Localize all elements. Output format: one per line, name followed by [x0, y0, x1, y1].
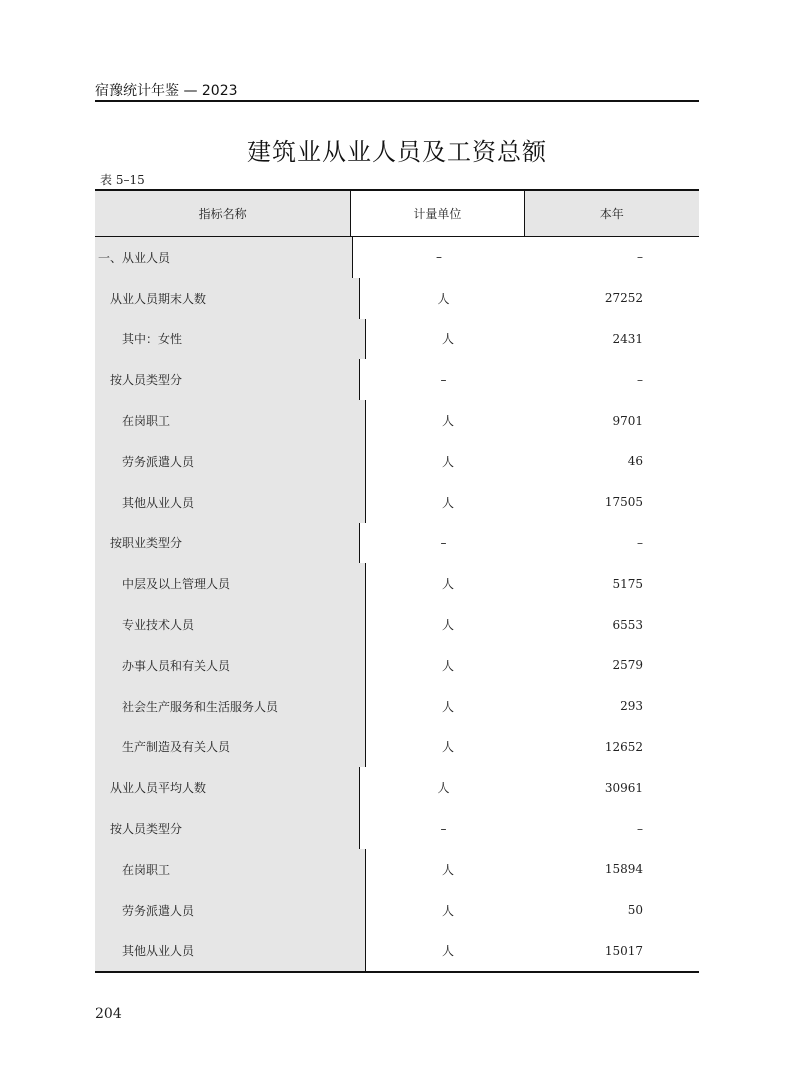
table-row — [95, 808, 699, 849]
unit-cell: 人 — [441, 618, 454, 633]
table-row — [95, 849, 699, 890]
table-row — [95, 931, 699, 972]
column-header-indicator: 指标名称 — [95, 191, 351, 236]
indicator-name: 其他从业人员 — [95, 931, 366, 972]
statistics-table — [95, 189, 699, 973]
indicator-name: 生产制造及有关人员 — [95, 727, 366, 768]
unit-cell: 人 — [441, 944, 454, 959]
table-row — [95, 359, 699, 400]
value-cell: 50 — [627, 903, 643, 918]
unit-cell: 人 — [437, 291, 450, 306]
table-row — [95, 890, 699, 931]
value-cell: 2431 — [612, 331, 643, 346]
value-cell: 2579 — [612, 658, 643, 673]
unit-cell: 人 — [441, 699, 454, 714]
value-cell: 12652 — [604, 739, 643, 754]
value-cell: 30961 — [604, 780, 644, 795]
value-cell: 27252 — [604, 291, 644, 306]
table-row — [95, 400, 699, 441]
indicator-name: 在岗职工 — [95, 849, 366, 890]
page-number: 204 — [95, 1006, 122, 1022]
indicator-name: 从业人员期末人数 — [95, 278, 360, 319]
value-cell: 6553 — [612, 617, 643, 632]
table-row — [95, 441, 699, 482]
indicator-name: 一、从业人员 — [95, 237, 353, 278]
indicator-name: 其他从业人员 — [95, 482, 366, 523]
table-row — [95, 767, 699, 808]
value-cell: 5175 — [612, 576, 643, 591]
page-title: 建筑业从业人员及工资总额 — [247, 138, 547, 166]
table-row — [95, 686, 699, 727]
indicator-name: 其中：女性 — [95, 319, 366, 360]
unit-cell: 人 — [441, 454, 454, 469]
value-cell: 15017 — [604, 943, 643, 958]
value-cell: 9701 — [612, 413, 643, 428]
value-cell: 17505 — [604, 495, 643, 510]
table-row — [95, 237, 699, 278]
value-cell: – — [637, 372, 644, 387]
indicator-name: 从业人员平均人数 — [95, 767, 360, 808]
value-cell: 293 — [620, 699, 643, 714]
unit-cell: 人 — [441, 577, 454, 592]
table-row — [95, 645, 699, 686]
table-row — [95, 604, 699, 645]
unit-cell: 人 — [441, 658, 454, 673]
value-cell: – — [637, 535, 644, 550]
table-number: 表 5–15 — [100, 173, 145, 187]
value-cell: – — [636, 250, 643, 265]
table-row — [95, 523, 699, 564]
indicator-name: 按人员类型分 — [95, 808, 360, 849]
header-rule — [95, 100, 699, 102]
table-header — [95, 191, 699, 237]
table-row — [95, 482, 699, 523]
running-header: 宿豫统计年鉴 — 2023 — [95, 83, 238, 99]
table-row — [95, 563, 699, 604]
unit-cell: – — [440, 821, 447, 836]
table-row — [95, 319, 699, 360]
indicator-name: 劳务派遣人员 — [95, 441, 366, 482]
indicator-name: 在岗职工 — [95, 400, 366, 441]
unit-cell: 人 — [441, 414, 454, 429]
unit-cell: – — [440, 535, 447, 550]
value-cell: 15894 — [604, 862, 643, 877]
indicator-name: 按职业类型分 — [95, 523, 360, 564]
unit-cell: 人 — [441, 495, 454, 510]
unit-cell: 人 — [441, 903, 454, 918]
column-header-current-year: 本年 — [525, 191, 699, 236]
value-cell: – — [637, 821, 644, 836]
value-cell: 46 — [627, 454, 643, 469]
table-row — [95, 278, 699, 319]
unit-cell: 人 — [441, 862, 454, 877]
indicator-name: 办事人员和有关人员 — [95, 645, 366, 686]
unit-cell: 人 — [441, 740, 454, 755]
indicator-name: 社会生产服务和生活服务人员 — [95, 686, 366, 727]
table-body — [95, 237, 699, 971]
indicator-name: 劳务派遣人员 — [95, 890, 366, 931]
unit-cell: 人 — [441, 332, 454, 347]
unit-cell: – — [435, 250, 442, 265]
indicator-name: 中层及以上管理人员 — [95, 563, 366, 604]
indicator-name: 按人员类型分 — [95, 359, 360, 400]
unit-cell: – — [440, 372, 447, 387]
table-row — [95, 727, 699, 768]
indicator-name: 专业技术人员 — [95, 604, 366, 645]
column-header-unit: 计量单位 — [351, 191, 524, 236]
unit-cell: 人 — [437, 781, 450, 796]
